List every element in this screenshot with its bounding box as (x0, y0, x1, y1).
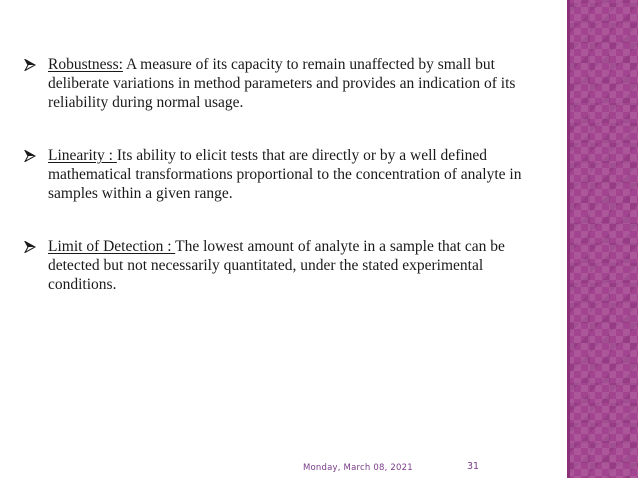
side-band-edge (567, 0, 570, 478)
bullet-limit-of-detection (22, 237, 552, 294)
bullet-robustness (22, 55, 552, 112)
arrow-bullet-icon (24, 150, 36, 162)
definition-limit-of-detection: The lowest amount of analyte in a sample that can be detected but not necessarily quantitated, under the stated experimental conditions. (48, 238, 505, 293)
decorative-side-band (567, 0, 638, 478)
arrow-bullet-icon (24, 241, 36, 253)
footer-page-number: 31 (467, 461, 480, 472)
definition-robustness: A measure of its capacity to remain unaffected by small but deliberate variations in method parameters and provides an indication of its reliability during normal usage. (48, 56, 516, 111)
term-limit-of-detection: Limit of Detection : (48, 238, 176, 255)
footer-date: Monday, March 08, 2021 (303, 463, 413, 473)
slide-content (22, 55, 552, 294)
arrow-bullet-icon (24, 59, 36, 71)
term-robustness: Robustness: (48, 56, 123, 73)
term-linearity: Linearity : (48, 147, 117, 164)
definition-linearity: Its ability to elicit tests that are directly or by a well defined mathematical transformations proportional to the concentration of analyte in samples within a given range. (48, 147, 522, 202)
bullet-linearity (22, 146, 552, 203)
